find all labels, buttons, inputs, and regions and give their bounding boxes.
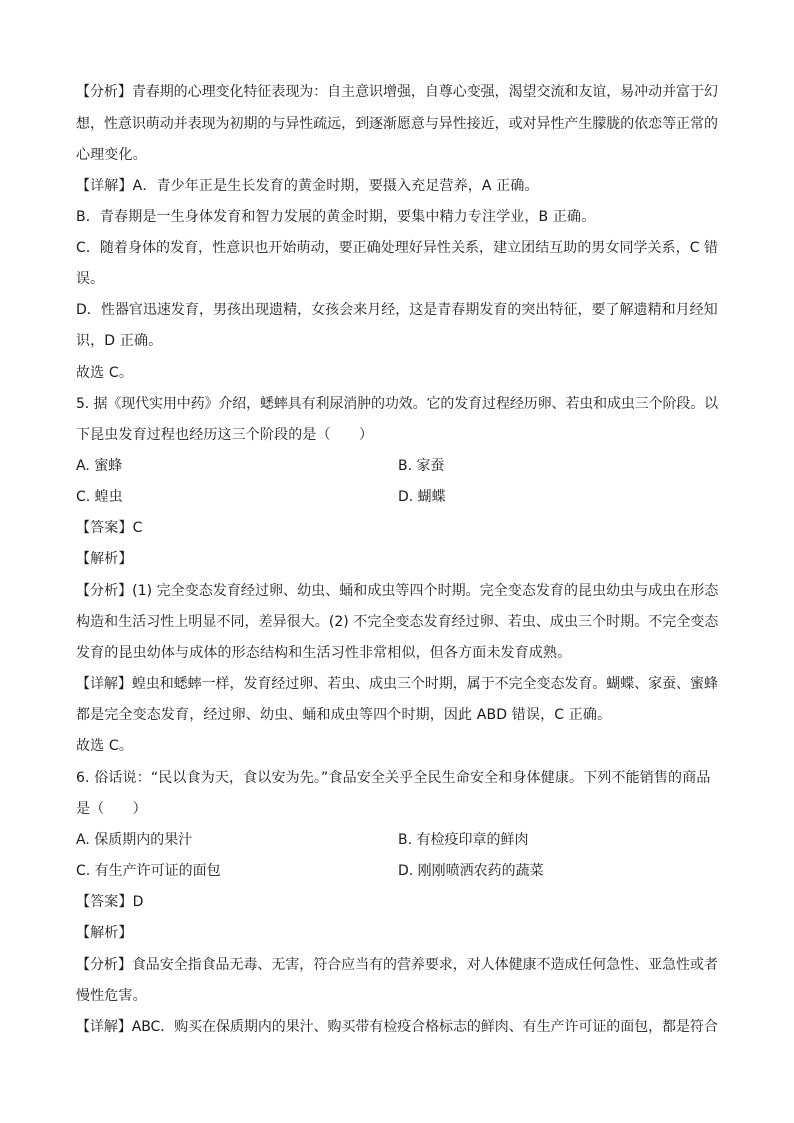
- q4-detail-b: B．青春期是一生身体发育和智力发展的黄金时期，要集中精力专注学业，B 正确。: [76, 209, 596, 225]
- q6-answer: 【答案】D: [76, 894, 144, 910]
- q5-option-b: B. 家蚕: [398, 458, 445, 474]
- q4-detail-c: C．随着身体的发育，性意识也开始萌动，要正确处理好异性关系，建立团结互助的男女同学关系，C 错: [76, 240, 719, 256]
- q5-detail-line: 都是完全变态发育，经过卵、幼虫、蛹和成虫等四个时期，因此 ABD 错误，C 正确。: [76, 707, 612, 723]
- q5-analysis-line: 构造和生活习性上明显不同，差异很大。(2) 不完全变态发育经过卵、若虫、成虫三个时期。不完全变态: [76, 614, 719, 630]
- q5-stem-cont: 下昆虫发育过程也经历这三个阶段的是（ ）: [76, 427, 374, 443]
- q5-answer: 【答案】C: [76, 520, 143, 536]
- q6-option-c: C. 有生产许可证的面包: [76, 863, 221, 879]
- q5-option-c: C. 蝗虫: [76, 489, 123, 505]
- q6-analysis-line: 慢性危害。: [76, 988, 147, 1004]
- q5-option-a: A. 蜜蜂: [76, 458, 123, 474]
- q4-detail-a: 【详解】A．青少年正是生长发育的黄金时期，要摄入充足营养，A 正确。: [76, 178, 539, 194]
- q6-option-a: A. 保质期内的果汁: [76, 832, 193, 848]
- q6-stem-cont: 是（ ）: [76, 801, 147, 817]
- q4-analysis-line: 心理变化。: [76, 147, 147, 163]
- q5-analysis-line: 【分析】(1) 完全变态发育经过卵、幼虫、蛹和成虫等四个时期。完全变态发育的昆虫幼虫与成虫在形态: [76, 583, 719, 599]
- q6-stem: 6. 俗话说：“民以食为天，食以安为先。”食品安全关乎全民生命安全和身体健康。下列不能销售的商品: [76, 770, 711, 786]
- q4-analysis-line: 【分析】青春期的心理变化特征表现为：自主意识增强，自尊心变强，渴望交流和友谊，易冲动并富于幻: [76, 84, 718, 100]
- q6-option-b: B. 有检疫印章的鲜肉: [398, 832, 529, 848]
- q6-detail-line: 【详解】ABC．购买在保质期内的果汁、购买带有检疫合格标志的鲜肉、有生产许可证的面包，都是符合: [76, 1019, 718, 1035]
- q5-conclusion: 故选 C。: [76, 738, 133, 754]
- q5-analysis-line: 发育的昆虫幼体与成体的形态结构和生活习性非常相似，但各方面未发育成熟。: [76, 645, 572, 661]
- q5-detail-line: 【详解】蝗虫和蟋蟀一样，发育经过卵、若虫、成虫三个时期，属于不完全变态发育。蝴蝶、家蚕、蜜蜂: [76, 676, 718, 692]
- q6-jiexi-heading: 【解析】: [76, 925, 133, 941]
- q6-option-d: D. 刚刚喷洒农药的蔬菜: [398, 863, 544, 879]
- q4-analysis-line: 想，性意识萌动并表现为初期的与异性疏远，到逐渐愿意与异性接近，或对异性产生朦胧的依恋等正常的: [76, 116, 718, 132]
- q5-jiexi-heading: 【解析】: [76, 551, 133, 567]
- q6-analysis-line: 【分析】食品安全指食品无毒、无害，符合应当有的营养要求，对人体健康不造成任何急性、亚急性或者: [76, 957, 718, 973]
- q5-stem: 5. 据《现代实用中药》介绍，蟋蟀具有利尿消肿的功效。它的发育过程经历卵、若虫和成虫三个阶段。以: [76, 396, 719, 412]
- q4-detail-d-cont: 识，D 正确。: [76, 333, 163, 349]
- q4-conclusion: 故选 C。: [76, 365, 133, 381]
- q5-option-d: D. 蝴蝶: [398, 489, 446, 505]
- q4-detail-d: D．性器官迅速发育，男孩出现遗精，女孩会来月经，这是青春期发育的突出特征，要了解遗精和月经知: [76, 302, 718, 318]
- q4-detail-c-cont: 误。: [76, 271, 105, 287]
